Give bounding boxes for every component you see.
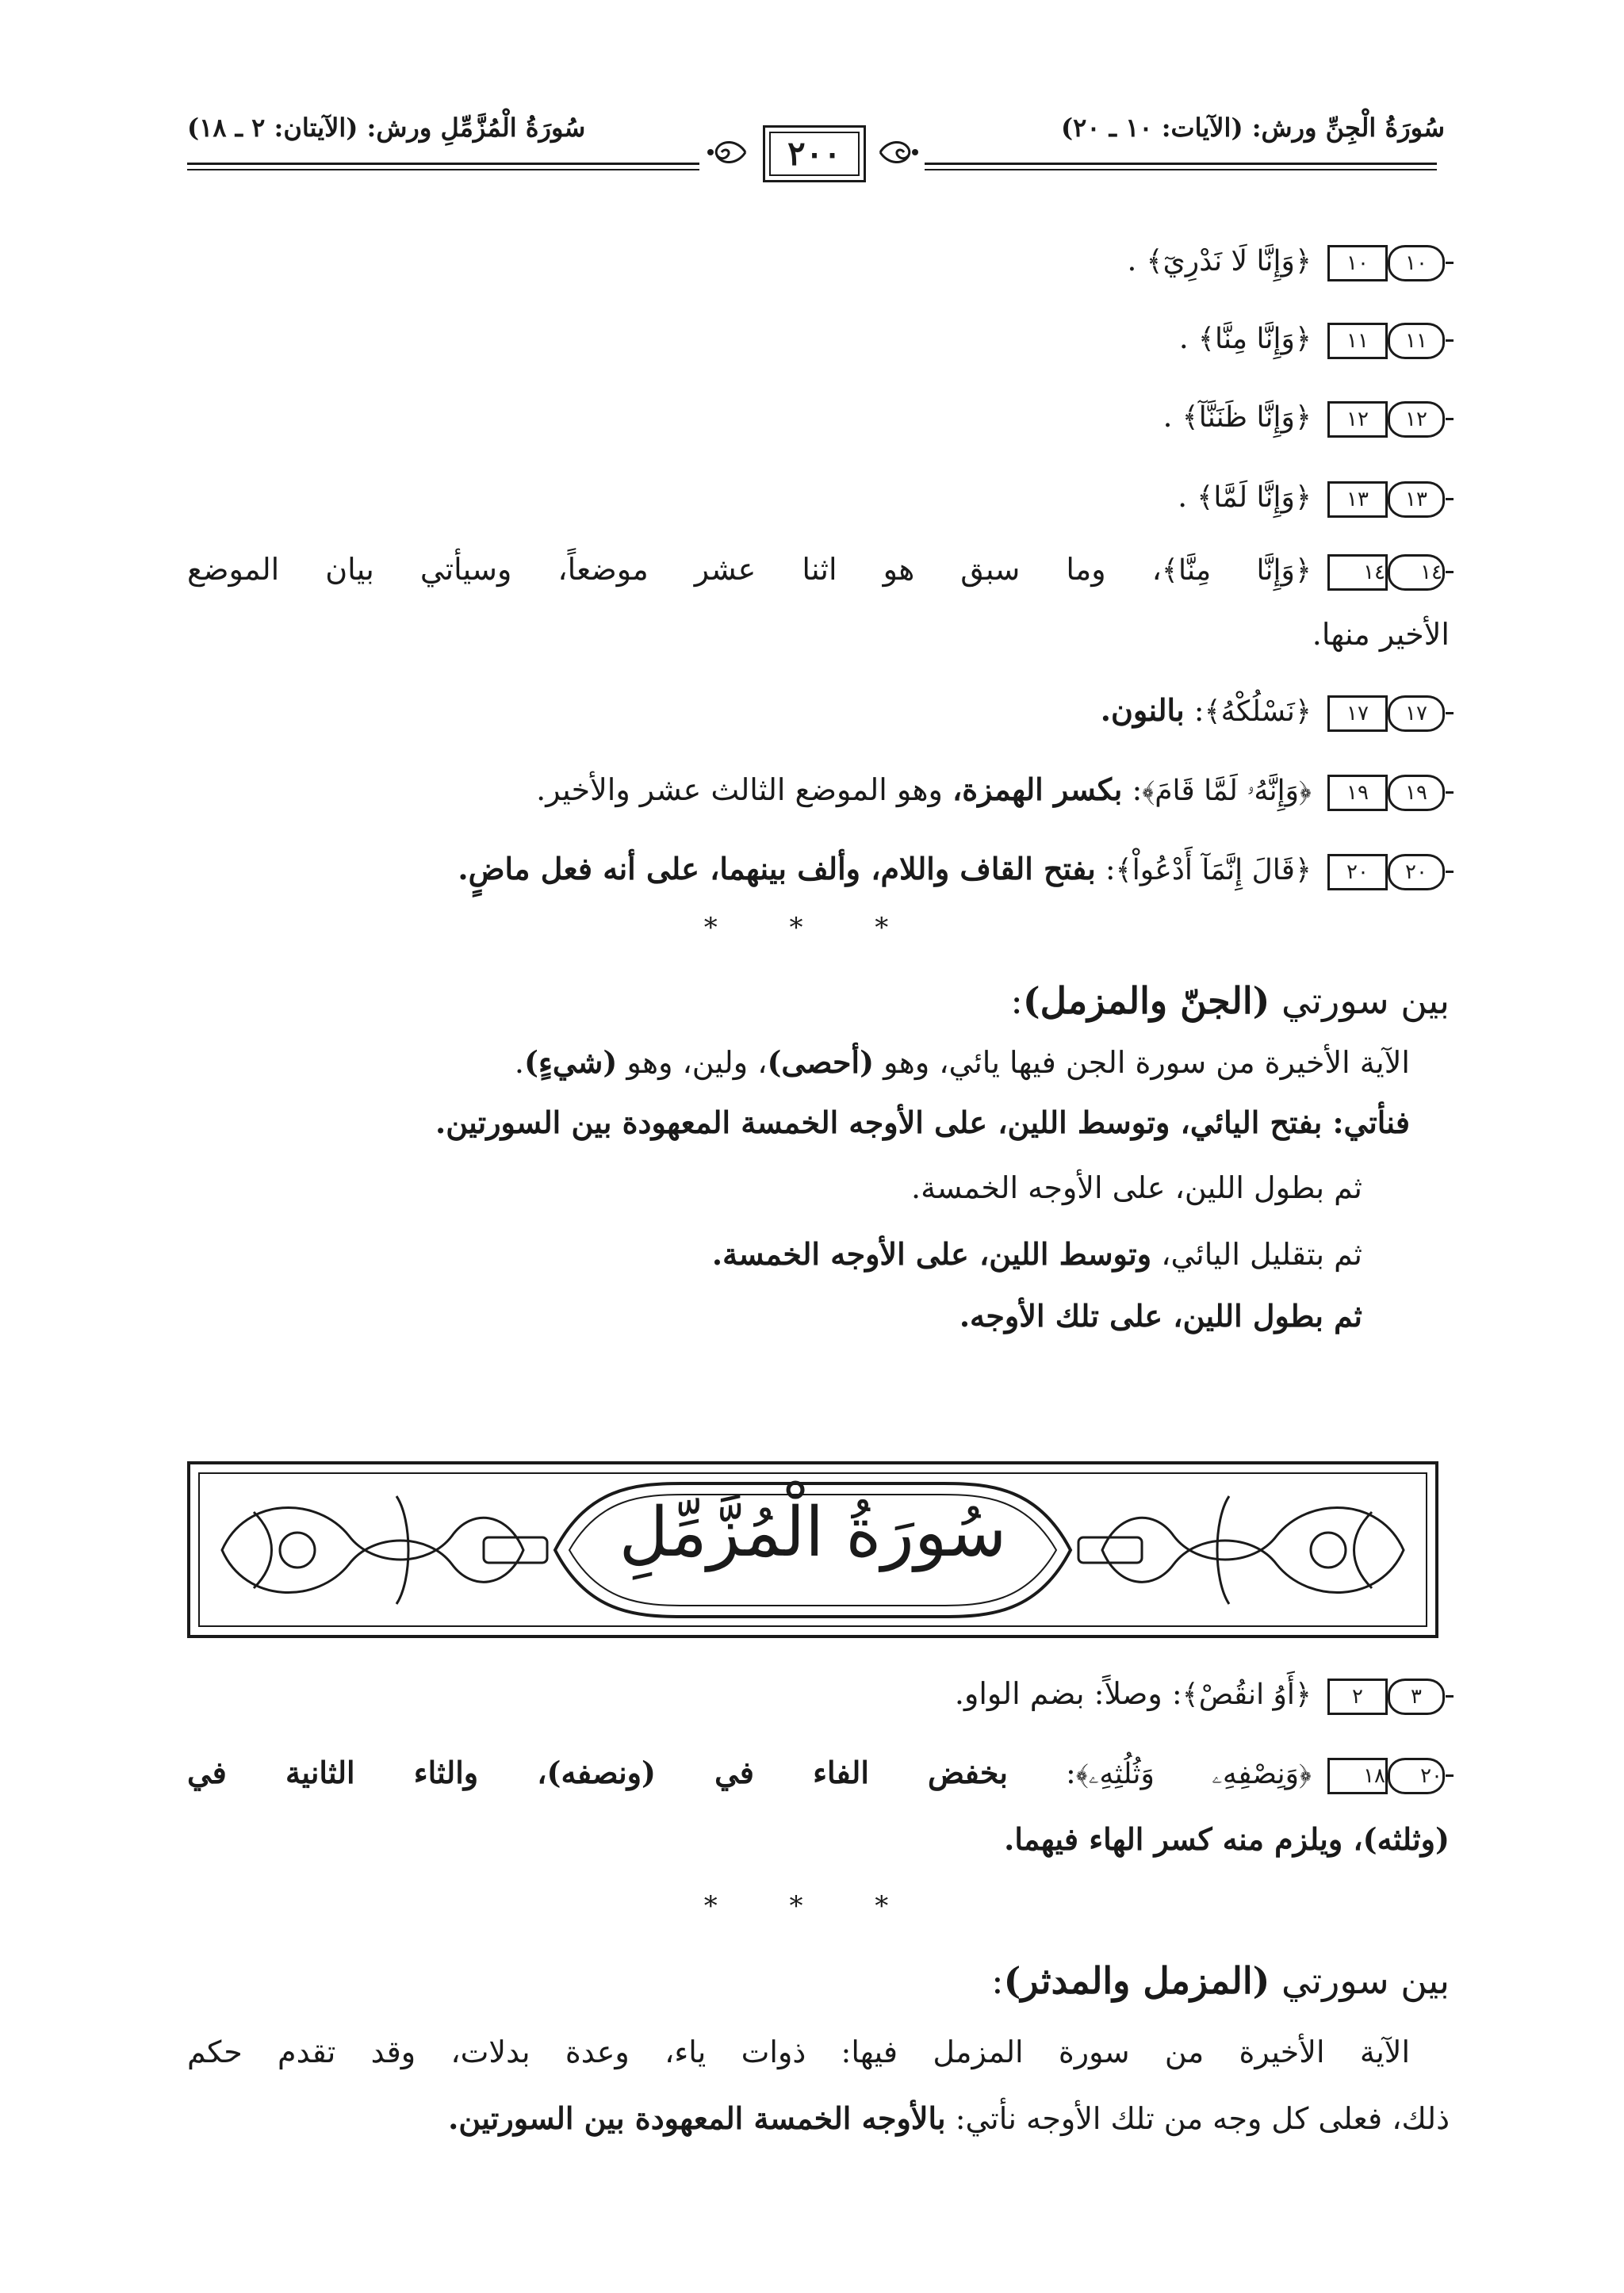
entry-text: : وصلاً: بضم الواو.	[954, 1676, 1182, 1711]
section1-line5: ثم بطول اللين، على تلك الأوجه.	[959, 1298, 1362, 1334]
verse-number-oval: ٣	[1388, 1679, 1445, 1715]
verse-number-oval: ١٧	[1388, 695, 1445, 732]
quran-quote: ﴿أَوُ انقُصْ﴾	[1182, 1679, 1312, 1711]
verse-number-oval: ١١	[1388, 323, 1445, 359]
entry-text: .	[1178, 320, 1198, 355]
quran-quote: ﴿قَالَ إِنَّمَآ أَدْعُواْ﴾	[1115, 854, 1312, 886]
verse-badge	[1321, 323, 1450, 359]
entry-jinn-14-continued: الأخير منها.	[1312, 617, 1450, 652]
entry-text: .	[1178, 479, 1197, 514]
entry-muzzammil-3	[955, 1671, 1450, 1717]
verse-number-box: ١٨	[1327, 1758, 1388, 1794]
verse-number-oval: ١٤	[1388, 554, 1445, 591]
verse-badge	[1321, 481, 1450, 518]
quran-quote: ﴿وَإِنَّا لَمَّا﴾	[1197, 481, 1312, 514]
header-right-title: سُورَةُ الْجِنِّ ورش: (الآيات: ١٠ ـ ٢٠)	[1061, 113, 1445, 143]
section1-line4	[712, 1232, 1362, 1277]
header-rule-left	[187, 163, 699, 165]
verse-number-oval: ٢٠	[1388, 1758, 1445, 1794]
verse-badge	[1321, 1758, 1450, 1794]
text-bold-run: (أحصى)	[767, 1044, 875, 1080]
verse-number-box: ١٢	[1327, 401, 1388, 438]
ornament-left-icon	[706, 132, 747, 173]
entry-text: .	[1162, 399, 1182, 434]
verse-badge	[1321, 401, 1450, 438]
verse-number-oval: ١٢	[1388, 401, 1445, 438]
verse-badge	[1321, 554, 1450, 591]
entry-text: ، وما سبق هو اثنا عشر موضعاً، وسيأتي بيان الموضع	[187, 552, 1162, 587]
section1-line1	[515, 1040, 1410, 1085]
heading-plain: بين سورتي	[1270, 1959, 1450, 2002]
entry-jinn-11	[1179, 316, 1450, 362]
verse-number-box: ١١	[1327, 323, 1388, 359]
text-run: ، ولين، وهو	[617, 1045, 768, 1080]
heading-bold: (الجنّ والمزمل)	[1022, 979, 1270, 1022]
entry-after-text: وهو الموضع الثالث عشر والأخير.	[536, 772, 952, 807]
entry-bold-text: بخفض الفاء في (ونصفه)، والثاء الثانية في	[187, 1755, 1008, 1790]
entry-jinn-19	[536, 768, 1450, 813]
heading-end: :	[991, 1959, 1004, 2002]
text-run: ثم بتقليل اليائي،	[1151, 1237, 1362, 1272]
heading-end: :	[1010, 979, 1023, 1022]
entry-muzzammil-20-continued: (وثلثه)، ويلزم منه كسر الهاء فيهما.	[1004, 1821, 1450, 1857]
entry-text: :	[1122, 772, 1143, 807]
entry-bold-text: بفتح القاف واللام، وألف بينهما، على أنه فعل ماضٍ.	[458, 851, 1096, 886]
verse-number-box: ١٩	[1327, 775, 1388, 811]
surah-title-banner	[187, 1461, 1438, 1638]
entry-jinn-17	[1101, 688, 1450, 734]
entry-text: :	[1007, 1755, 1076, 1790]
section-heading-muzzammil-muddathir	[991, 1957, 1450, 2004]
verse-number-oval: ١٠	[1388, 245, 1445, 281]
entry-text: .	[1127, 243, 1147, 278]
heading-plain: بين سورتي	[1270, 979, 1450, 1022]
banner-title: سُورَةُ الْمُزَّمِّلِ	[619, 1493, 1007, 1572]
verse-number-box: ٢	[1327, 1679, 1388, 1715]
verse-badge	[1321, 854, 1450, 890]
verse-badge	[1321, 245, 1450, 281]
text-bold-run: بالأوجه الخمسة المعهودة بين السورتين.	[448, 2100, 946, 2136]
quran-quote: ﴿وَإِنَّهُۥ لَمَّا قَامَ﴾	[1142, 775, 1312, 807]
quran-quote: ﴿وَإِنَّا مِنَّا﴾	[1197, 323, 1312, 355]
header-left-title: سُورَةُ الْمُزَّمِّلِ ورش: (الآيتان: ٢ ـ ١٨)	[187, 113, 586, 143]
section1-line3: ثم بطول اللين، على الأوجه الخمسة.	[911, 1170, 1362, 1205]
verse-number-box: ١٠	[1327, 245, 1388, 281]
quran-quote: ﴿وَنِصْفِهِۦ وَثُلُثِهِۦ﴾	[1075, 1758, 1312, 1790]
separator-stars: * * *	[703, 912, 921, 944]
entry-jinn-14	[187, 547, 1450, 593]
header-rule-right-thin	[925, 169, 1437, 170]
verse-badge	[1321, 1679, 1450, 1715]
verse-number-box: ١٣	[1327, 481, 1388, 518]
entry-jinn-12	[1162, 394, 1450, 440]
quran-quote: ﴿وَإِنَّا مِنَّا﴾	[1161, 554, 1312, 587]
text-bold-run: وتوسط اللين، على الأوجه الخمسة.	[711, 1236, 1152, 1272]
entry-jinn-10	[1127, 238, 1450, 284]
verse-number-box: ١٧	[1327, 695, 1388, 732]
page-number-frame	[706, 125, 920, 182]
entry-jinn-20	[458, 847, 1450, 893]
section2-line1: الآية الأخيرة من سورة المزمل فيها: ذوات ياء، وعدة بدلات، وقد تقدم حكم	[187, 2035, 1410, 2069]
separator-stars: * * *	[703, 1890, 921, 1922]
verse-number-oval: ١٣	[1388, 481, 1445, 518]
verse-badge	[1321, 775, 1450, 811]
entry-text: :	[1184, 693, 1205, 728]
verse-number-box: ٢٠	[1327, 854, 1388, 890]
text-run: الآية الأخيرة من سورة الجن فيها يائي، وهو	[874, 1045, 1410, 1080]
text-run: .	[514, 1045, 524, 1080]
header-rule-left-thin	[187, 169, 699, 170]
entry-bold-text: بالنون.	[1100, 692, 1185, 728]
entry-muzzammil-20	[187, 1751, 1450, 1797]
quran-quote: ﴿وَإِنَّا ظَنَنَّآ﴾	[1182, 401, 1312, 434]
verse-number-box: ١٤	[1327, 554, 1388, 591]
section1-line2: فنأتي: بفتح اليائي، وتوسط اللين، على الأوجه الخمسة المعهودة بين السورتين.	[435, 1104, 1410, 1140]
heading-bold: (المزمل والمدثر)	[1003, 1959, 1270, 2002]
quran-quote: ﴿نَسْلُكْهُ﴾	[1204, 695, 1312, 728]
entry-bold-text: بكسر الهمزة،	[952, 771, 1123, 807]
entry-jinn-13	[1178, 474, 1450, 520]
quran-quote: ﴿وَإِنَّا لَا نَدْرِيٓ﴾	[1146, 245, 1312, 278]
ornament-right-icon	[879, 132, 920, 173]
section-heading-jinn-muzzammil	[1010, 977, 1450, 1024]
verse-number-oval: ١٩	[1388, 775, 1445, 811]
entry-text: :	[1095, 852, 1116, 886]
section2-line2	[448, 2096, 1450, 2141]
verse-number-oval: ٢٠	[1388, 854, 1445, 890]
verse-badge	[1321, 695, 1450, 732]
text-run: ذلك، فعلى كل وجه من تلك الأوجه نأتي:	[945, 2101, 1450, 2136]
page-number: ٢٠٠	[763, 125, 866, 182]
header-rule-right	[925, 163, 1437, 165]
text-bold-run: (شيءٍ)	[524, 1044, 618, 1080]
